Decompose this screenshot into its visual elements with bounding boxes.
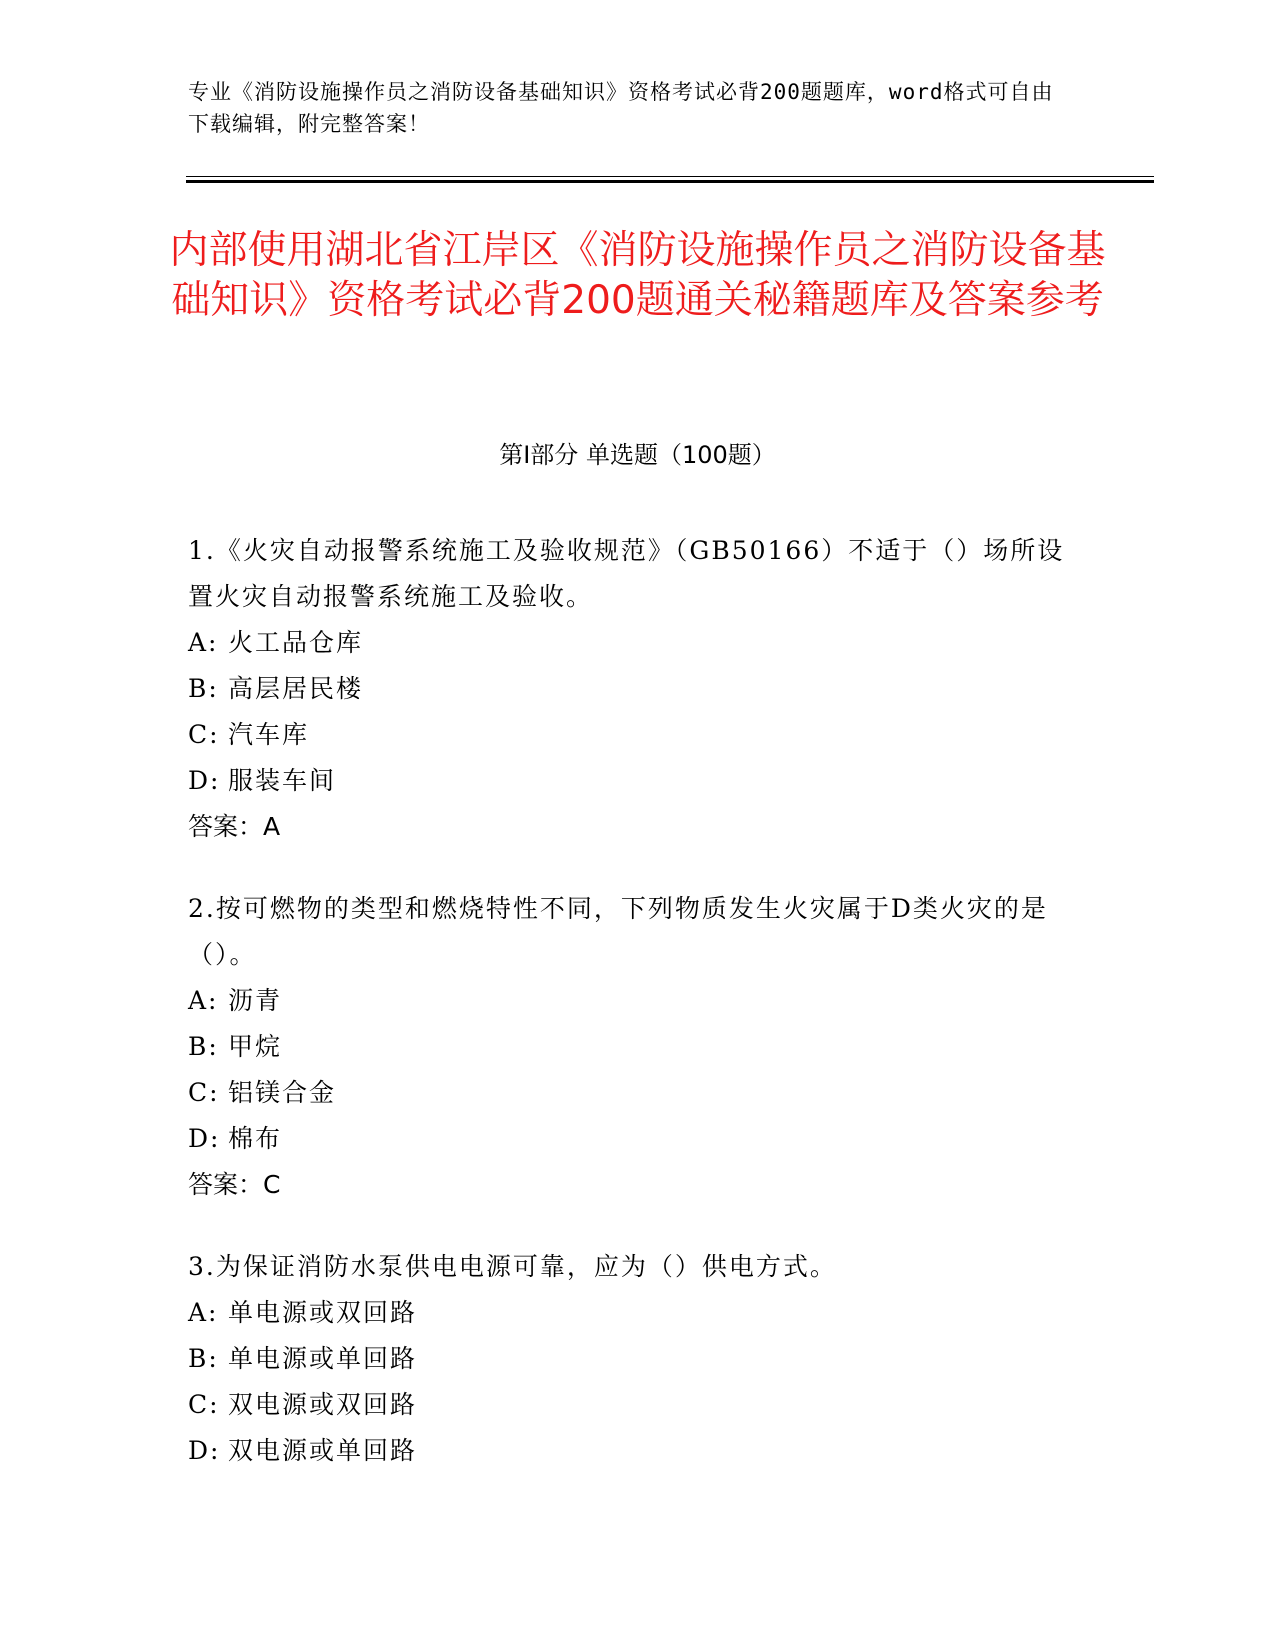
option-text: 铝镁合金: [228, 1078, 337, 1107]
answer-line: [188, 1162, 1068, 1208]
option-text: 单电源或双回路: [228, 1298, 418, 1327]
option-text: 甲烷: [228, 1032, 283, 1061]
option-a: [188, 620, 1068, 666]
section-heading: 第Ⅰ部分 单选题（100题）: [499, 441, 776, 469]
option-key: B:: [188, 674, 219, 703]
option-key: B:: [188, 1344, 219, 1373]
answer-value: A: [263, 812, 281, 841]
option-text: 棉布: [228, 1124, 283, 1153]
answer-line: [188, 804, 1068, 850]
option-text: 单电源或单回路: [228, 1344, 418, 1373]
option-text: 服装车间: [228, 766, 337, 795]
option-d: [188, 1428, 1068, 1474]
header-divider-thin: [186, 176, 1154, 177]
header-divider-thick: [186, 180, 1154, 183]
option-key: D:: [188, 766, 221, 795]
question-1: [188, 528, 1068, 850]
option-key: D:: [188, 1124, 221, 1153]
option-text: 汽车库: [228, 720, 310, 749]
option-a: [188, 978, 1068, 1024]
question-text: 2.按可燃物的类型和燃烧特性不同，下列物质发生火灾属于D类火灾的是（）。: [188, 894, 1048, 969]
option-key: A:: [188, 1298, 219, 1327]
option-d: [188, 1116, 1068, 1162]
option-b: [188, 1024, 1068, 1070]
answer-value: C: [263, 1170, 281, 1199]
option-key: D:: [188, 1436, 221, 1465]
question-text: 3.为保证消防水泵供电电源可靠，应为（）供电方式。: [188, 1252, 837, 1281]
option-text: 火工品仓库: [228, 628, 364, 657]
option-d: [188, 758, 1068, 804]
header-note: 专业《消防设施操作员之消防设备基础知识》资格考试必背200题题库，word格式可自由下载编辑，附完整答案！: [188, 80, 1054, 136]
question-2: [188, 886, 1068, 1208]
option-key: A:: [188, 628, 219, 657]
option-text: 双电源或单回路: [228, 1436, 418, 1465]
document-title: 内部使用湖北省江岸区《消防设施操作员之消防设备基础知识》资格考试必背200题通关秘籍题库及答案参考: [169, 228, 1106, 323]
answer-prefix: 答案：: [188, 1170, 264, 1199]
option-key: C:: [188, 720, 220, 749]
question-text: 1.《火灾自动报警系统施工及验收规范》（GB50166）不适于（）场所设置火灾自动报警系统施工及验收。: [188, 536, 1065, 611]
option-key: C:: [188, 1078, 220, 1107]
option-c: [188, 712, 1068, 758]
option-key: C:: [188, 1390, 220, 1419]
option-b: [188, 666, 1068, 712]
option-c: [188, 1382, 1068, 1428]
option-b: [188, 1336, 1068, 1382]
answer-prefix: 答案：: [188, 812, 264, 841]
option-key: A:: [188, 986, 219, 1015]
option-text: 沥青: [228, 986, 283, 1015]
question-list: [188, 528, 1068, 1510]
option-key: B:: [188, 1032, 219, 1061]
option-c: [188, 1070, 1068, 1116]
option-text: 高层居民楼: [228, 674, 364, 703]
option-a: [188, 1290, 1068, 1336]
question-3: [188, 1244, 1068, 1474]
option-text: 双电源或双回路: [228, 1390, 418, 1419]
